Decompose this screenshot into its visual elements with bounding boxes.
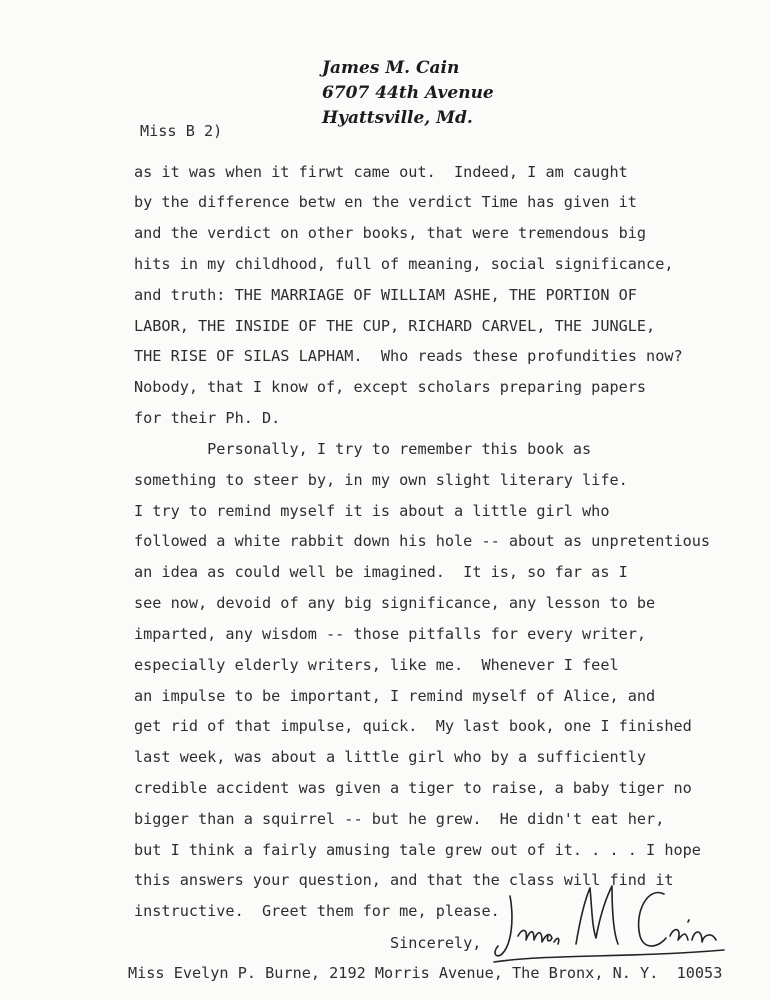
body-line: hits in my childhood, full of meaning, social significance, bbox=[134, 255, 674, 273]
sender-city: Hyattsville, Md. bbox=[322, 108, 473, 128]
body-line: LABOR, THE INSIDE OF THE CUP, RICHARD CARVEL, THE JUNGLE, bbox=[134, 317, 656, 335]
body-line: THE RISE OF SILAS LAPHAM. Who reads these profundities now? bbox=[134, 347, 683, 365]
body-line: credible accident was given a tiger to raise, a baby tiger no bbox=[134, 779, 692, 797]
closing: Sincerely, bbox=[390, 934, 482, 952]
handwritten-signature bbox=[488, 858, 728, 968]
body-line: see now, devoid of any big significance, any lesson to be bbox=[134, 594, 656, 612]
body-line: followed a white rabbit down his hole -- about as unpretentious bbox=[134, 532, 711, 550]
addressee-line: Miss Evelyn P. Burne, 2192 Morris Avenue, The Bronx, N. Y. 10053 bbox=[128, 964, 723, 982]
body-line: an idea as could well be imagined. It is, so far as I bbox=[134, 563, 628, 581]
body-line: but I think a fairly amusing tale grew out of it. . . . I hope bbox=[134, 841, 701, 859]
body-line: by the difference betw en the verdict Time has given it bbox=[134, 193, 637, 211]
page-marker: Miss B 2) bbox=[140, 122, 223, 140]
body-line: this answers your question, and that the class will find it bbox=[134, 871, 674, 889]
body-line: imparted, any wisdom -- those pitfalls for every writer, bbox=[134, 625, 647, 643]
body-line: for their Ph. D. bbox=[134, 409, 281, 427]
body-line: and truth: THE MARRIAGE OF WILLIAM ASHE, THE PORTION OF bbox=[134, 286, 637, 304]
body-line: last week, was about a little girl who by a sufficiently bbox=[134, 748, 647, 766]
sender-name: James M. Cain bbox=[322, 58, 460, 78]
body-line: bigger than a squirrel -- but he grew. He didn't eat her, bbox=[134, 810, 665, 828]
body-line: I try to remind myself it is about a little girl who bbox=[134, 502, 610, 520]
body-line: get rid of that impulse, quick. My last book, one I finished bbox=[134, 717, 692, 735]
body-line: Personally, I try to remember this book as bbox=[134, 440, 592, 458]
body-line: as it was when it firwt came out. Indeed, I am caught bbox=[134, 163, 628, 181]
body-line: instructive. Greet them for me, please. bbox=[134, 902, 500, 920]
body-line: and the verdict on other books, that were tremendous big bbox=[134, 224, 647, 242]
body-line: an impulse to be important, I remind myself of Alice, and bbox=[134, 687, 656, 705]
body-line: something to steer by, in my own slight literary life. bbox=[134, 471, 628, 489]
body-line: Nobody, that I know of, except scholars preparing papers bbox=[134, 378, 647, 396]
sender-street: 6707 44th Avenue bbox=[322, 83, 494, 103]
body-line: especially elderly writers, like me. Whenever I feel bbox=[134, 656, 619, 674]
